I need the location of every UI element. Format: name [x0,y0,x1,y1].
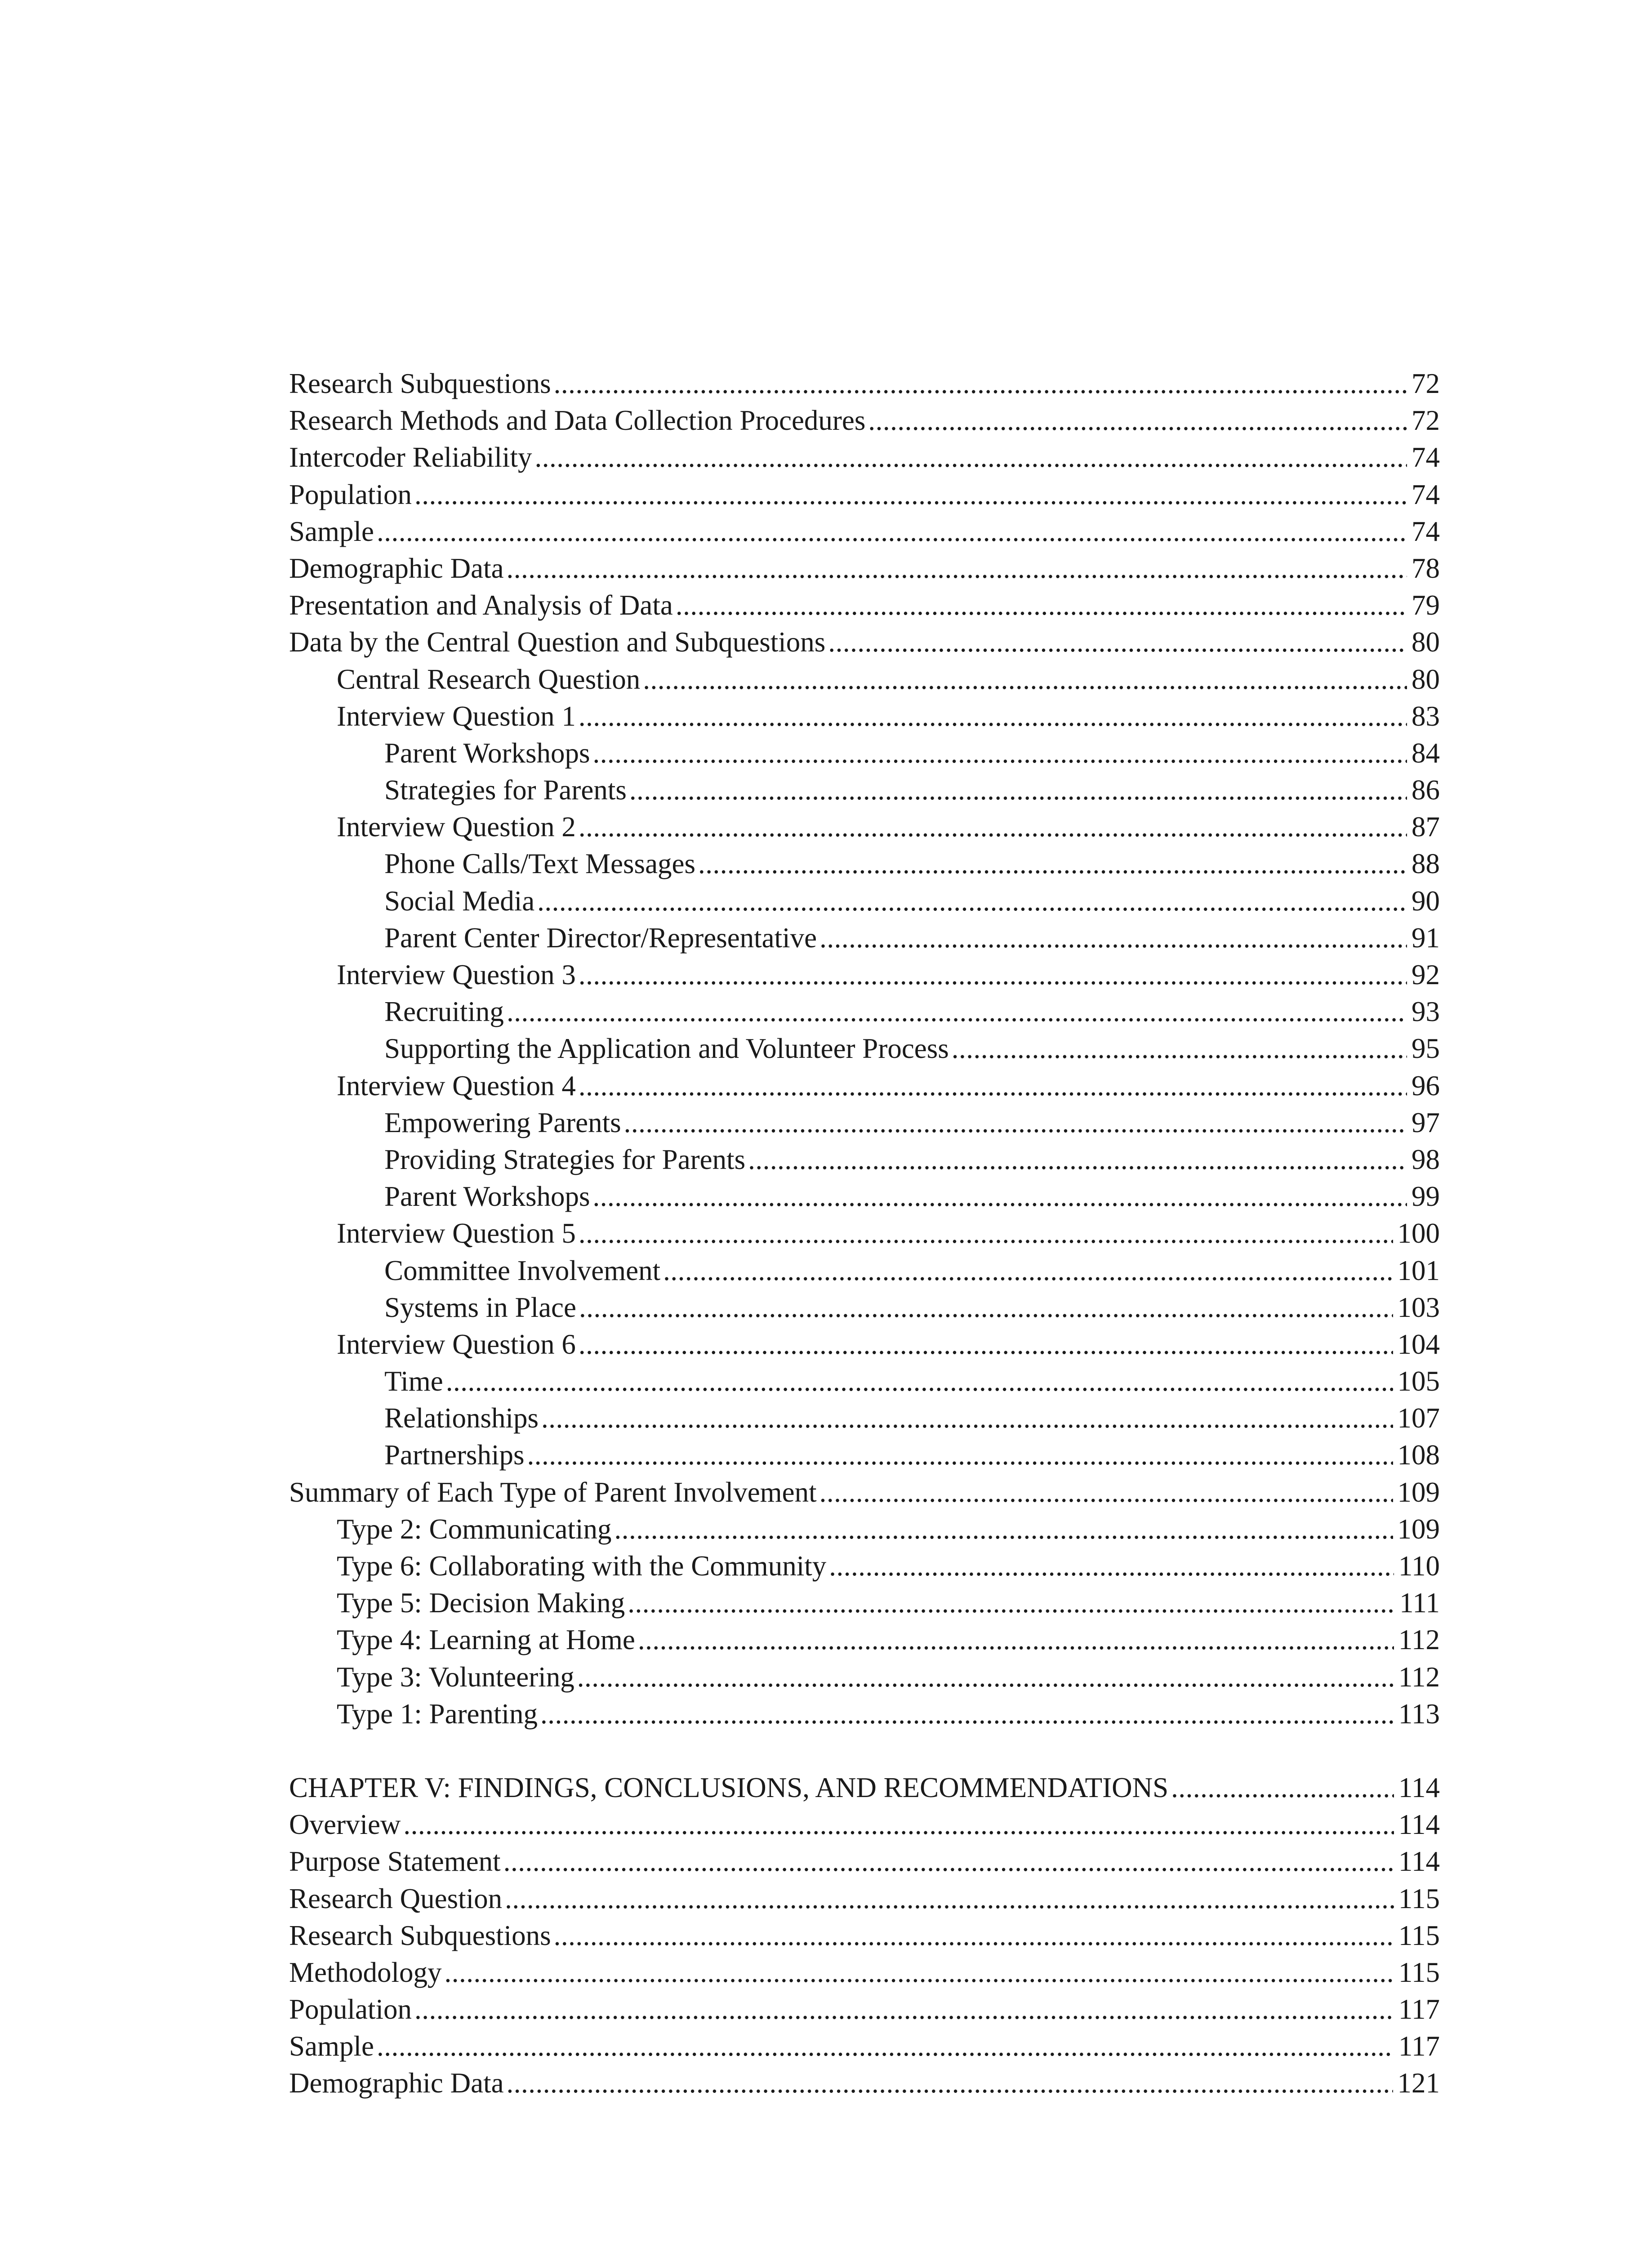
toc-entry [289,624,1440,660]
toc-entry [289,1141,1440,1178]
toc-section [289,365,1440,1732]
toc-page-number: 109 [1397,1476,1440,1508]
toc-entry [289,735,1440,772]
toc-entry [289,1548,1440,1584]
toc-page-number: 104 [1397,1328,1440,1360]
toc-page-number: 112 [1398,1624,1440,1656]
toc-entry-title: Interview Question 5 [337,1218,576,1249]
toc-entry-title: Interview Question 4 [337,1070,576,1102]
dot-leader [579,1215,1393,1252]
toc-entry-title: Presentation and Analysis of Data [289,589,673,621]
toc-entry [289,661,1440,698]
toc-page-number: 74 [1412,442,1440,473]
toc-entry-title: Summary of Each Type of Parent Involvement [289,1476,817,1508]
dot-leader [414,476,1407,513]
toc-entry-title: Interview Question 2 [337,811,576,843]
dot-leader [579,1326,1393,1363]
toc-page-number: 80 [1412,663,1440,695]
toc-entry-title: Phone Calls/Text Messages [384,848,696,880]
toc-entry [289,1621,1440,1658]
dot-leader [445,1954,1394,1991]
toc-page-number: 112 [1398,1661,1440,1693]
toc-entry-title: Providing Strategies for Parents [384,1143,746,1175]
toc-entry [289,808,1440,845]
toc-entry [289,772,1440,808]
dot-leader [579,808,1407,845]
toc-page-number: 86 [1412,774,1440,806]
dot-leader [377,513,1407,550]
toc-entry [289,993,1440,1030]
toc-entry-title: Methodology [289,1956,442,1988]
dot-leader [554,1917,1394,1954]
toc-page-number: 88 [1412,848,1440,880]
toc-entry [289,365,1440,402]
toc-entry-title: Interview Question 3 [337,959,576,990]
toc-entry-title: Research Subquestions [289,368,551,399]
toc-page-number: 117 [1398,2030,1440,2062]
toc-entry-title: Sample [289,515,374,547]
dot-leader [748,1141,1407,1178]
toc-entry [289,402,1440,439]
toc-page-number: 96 [1412,1070,1440,1102]
toc-entry [289,439,1440,476]
toc-entry-title: Type 5: Decision Making [337,1587,625,1619]
toc-entry-title: Strategies for Parents [384,774,627,806]
dot-leader [535,439,1407,476]
toc-page-number: 121 [1397,2067,1440,2099]
toc-entry-title: Data by the Central Question and Subquestions [289,626,826,658]
toc-page-number: 99 [1412,1181,1440,1213]
toc-entry [289,1917,1440,1954]
toc-entry-title: Research Subquestions [289,1919,551,1951]
toc-page-number: 97 [1412,1106,1440,1138]
toc-page-number: 114 [1398,1809,1440,1841]
dot-leader [507,993,1407,1030]
toc-entry-title: Relationships [384,1402,539,1434]
toc-page-number: 98 [1412,1143,1440,1175]
toc-page-number: 107 [1397,1402,1440,1434]
dot-leader [579,956,1407,993]
toc-entry-title: Time [384,1365,443,1397]
dot-leader [579,1289,1393,1326]
toc-entry [289,1695,1440,1732]
toc-page-number: 115 [1398,1919,1440,1951]
toc-entry-title: Recruiting [384,996,504,1028]
toc-page-number: 83 [1412,700,1440,732]
dot-leader [663,1252,1393,1289]
toc-entry-title: Type 3: Volunteering [337,1661,574,1693]
dot-leader [819,919,1407,956]
toc-page-number: 117 [1398,1994,1440,2025]
toc-entry-title: Parent Center Director/Representative [384,922,817,954]
dot-leader [505,1880,1394,1917]
dot-leader [577,1659,1394,1695]
toc-entry-title: Committee Involvement [384,1254,661,1286]
toc-entry [289,1511,1440,1548]
toc-entry-title: Population [289,1994,412,2025]
toc-page-number: 100 [1397,1218,1440,1249]
dot-leader [952,1030,1407,1067]
toc-entry-title: Interview Question 6 [337,1328,576,1360]
toc-entry [289,2028,1440,2065]
toc-entry-title: Purpose Statement [289,1846,501,1878]
toc-entry-title: Type 2: Communicating [337,1513,612,1545]
toc-entry-title: Research Methods and Data Collection Procedures [289,405,866,437]
toc-entry-title: Type 4: Learning at Home [337,1624,635,1656]
toc-entry-title: Overview [289,1809,401,1841]
toc-page-number: 108 [1397,1439,1440,1471]
toc-page-number: 87 [1412,811,1440,843]
dot-leader [446,1363,1393,1400]
dot-leader [554,365,1407,402]
dot-leader [414,1991,1394,2028]
toc-entry-title: Research Question [289,1882,503,1914]
toc-page-number: 72 [1412,405,1440,437]
toc-entry [289,2065,1440,2101]
toc-entry [289,1326,1440,1363]
toc-page-number: 101 [1397,1254,1440,1286]
dot-leader [579,1067,1407,1104]
toc-entry [289,513,1440,550]
toc-entry [289,1178,1440,1215]
toc-entry [289,1400,1440,1436]
toc-entry-title: CHAPTER V: FINDINGS, CONCLUSIONS, AND RECOMMENDATIONS [289,1771,1169,1803]
toc-page-number: 74 [1412,478,1440,510]
toc-page-number: 115 [1398,1882,1440,1914]
toc-entry-title: Supporting the Application and Volunteer Process [384,1033,949,1065]
toc-entry-title: Type 6: Collaborating with the Community [337,1550,827,1582]
dot-leader [507,550,1407,587]
dot-leader [537,883,1407,919]
dot-leader [829,1548,1394,1584]
dot-leader [593,1178,1407,1215]
toc-entry [289,1030,1440,1067]
toc-entry [289,1252,1440,1289]
toc-page-number: 78 [1412,552,1440,584]
toc-page-number: 111 [1399,1587,1440,1619]
toc-entry-title: Parent Workshops [384,737,590,769]
dot-leader [503,1843,1394,1880]
toc-entry-title: Parent Workshops [384,1181,590,1213]
toc-page-number: 110 [1398,1550,1440,1582]
toc-entry [289,956,1440,993]
toc-page-number: 105 [1397,1365,1440,1397]
toc-entry [289,883,1440,919]
toc-entry-title: Demographic Data [289,2067,504,2099]
dot-leader [507,2065,1393,2101]
toc-page-number: 95 [1412,1033,1440,1065]
dot-leader [377,2028,1394,2065]
toc-entry [289,1474,1440,1511]
dot-leader [698,845,1407,882]
toc-entry-title: Central Research Question [337,663,641,695]
table-of-contents [289,365,1440,2102]
toc-page-number: 113 [1398,1698,1440,1730]
dot-leader [638,1621,1394,1658]
toc-entry-title: Partnerships [384,1439,525,1471]
toc-entry [289,587,1440,624]
dot-leader [593,735,1407,772]
toc-entry [289,1806,1440,1843]
toc-entry [289,1769,1440,1806]
toc-entry [289,476,1440,513]
dot-leader [579,698,1407,735]
dot-leader [624,1104,1407,1141]
toc-page-number: 91 [1412,922,1440,954]
dot-leader [629,772,1407,808]
dot-leader [614,1511,1393,1548]
toc-entry-title: Interview Question 1 [337,700,576,732]
toc-page-number: 93 [1412,996,1440,1028]
dot-leader [403,1806,1394,1843]
toc-entry [289,1289,1440,1326]
toc-page-number: 79 [1412,589,1440,621]
toc-page-number: 80 [1412,626,1440,658]
toc-entry [289,698,1440,735]
dot-leader [643,661,1407,698]
toc-page-number: 90 [1412,885,1440,917]
toc-page-number: 114 [1398,1771,1440,1803]
toc-entry [289,1659,1440,1695]
toc-entry-title: Intercoder Reliability [289,442,532,473]
toc-entry-title: Type 1: Parenting [337,1698,538,1730]
toc-entry [289,1436,1440,1473]
toc-page-number: 72 [1412,368,1440,399]
toc-entry [289,1215,1440,1252]
toc-entry [289,1880,1440,1917]
toc-entry-title: Population [289,478,412,510]
dot-leader [676,587,1407,624]
toc-entry [289,1954,1440,1991]
toc-page-number: 74 [1412,515,1440,547]
toc-entry-title: Demographic Data [289,552,504,584]
toc-entry [289,1843,1440,1880]
toc-page-number: 109 [1397,1513,1440,1545]
dot-leader [1171,1769,1394,1806]
toc-entry-title: Systems in Place [384,1291,576,1323]
dot-leader [868,402,1407,439]
dot-leader [540,1695,1394,1732]
toc-entry-title: Sample [289,2030,374,2062]
toc-page-number: 92 [1412,959,1440,990]
toc-page-number: 114 [1398,1846,1440,1878]
toc-section [289,1769,1440,2102]
toc-entry [289,1584,1440,1621]
dot-leader [819,1474,1393,1511]
dot-leader [828,624,1407,660]
dot-leader [527,1436,1393,1473]
toc-page-number: 84 [1412,737,1440,769]
toc-entry [289,1067,1440,1104]
toc-page-number: 103 [1397,1291,1440,1323]
toc-entry-title: Empowering Parents [384,1106,621,1138]
toc-entry-title: Social Media [384,885,535,917]
toc-entry [289,1363,1440,1400]
toc-entry [289,845,1440,882]
toc-entry [289,550,1440,587]
toc-entry [289,1991,1440,2028]
toc-page-number: 115 [1398,1956,1440,1988]
toc-entry [289,1104,1440,1141]
dot-leader [628,1584,1395,1621]
toc-entry [289,919,1440,956]
dot-leader [541,1400,1393,1436]
